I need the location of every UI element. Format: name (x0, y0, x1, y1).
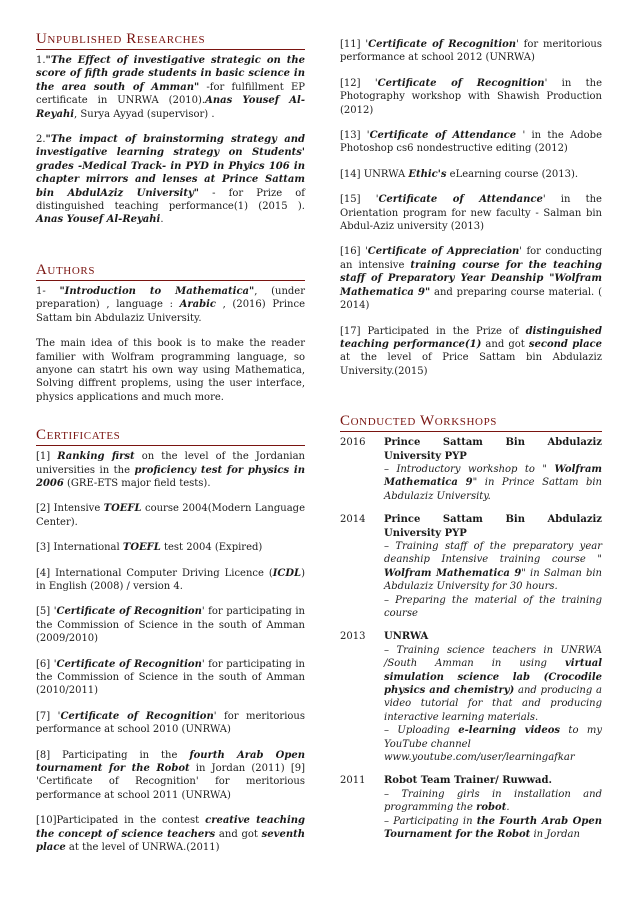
certificate-17 (340, 325, 602, 379)
workshop-item (340, 513, 602, 630)
cert-text: test 2004 (Expired) (160, 542, 263, 554)
cert-text: ' in the Adobe Photoshop cs6 nondestructive editing (2012) (340, 130, 602, 155)
workshop-line (384, 724, 602, 751)
cert-text: ' in the Photography workshop with Shawish Production (2012) (340, 77, 602, 116)
workshop-year: 2016 (340, 437, 366, 449)
cert-emph: distinguished teaching performance(1) (340, 325, 602, 350)
research-tail: , Surya Ayyad (supervisor) . (74, 108, 215, 120)
cert-text: ' for meritorious performance at school 2012 (UNRWA) (340, 39, 602, 64)
section-heading-authors: Authors (36, 261, 305, 281)
research-tail: . (160, 214, 164, 226)
cert-text: [2] Intensive (36, 503, 104, 515)
youtube-link[interactable]: www.youtube.com/user/learningafkar (384, 752, 575, 764)
cert-emph: ICDL (272, 567, 302, 579)
book-title: "Introduction to Mathematica" (59, 285, 255, 297)
research-author: Anas Yousef Al-Reyahi (36, 214, 161, 226)
certificate-16 (340, 245, 602, 312)
workshop-year: 2013 (340, 631, 366, 643)
certificate-5 (36, 605, 305, 645)
ws-emph: Wolfram Mathematica 9 (384, 567, 522, 579)
workshop-line (384, 463, 602, 503)
certificate-3 (36, 541, 305, 554)
cert-text: ' for conducting an intensive (340, 246, 602, 271)
cert-emph: Certificate of Recognition (368, 39, 517, 50)
spacer (340, 390, 602, 412)
cert-emph: Ranking first (57, 451, 135, 463)
cert-text: and got (215, 828, 262, 840)
workshop-year: 2011 (340, 775, 366, 787)
workshop-item (340, 774, 602, 851)
author-entry-1 (36, 285, 305, 325)
research-entry-2 (36, 133, 305, 227)
cert-text: [15] ' (340, 194, 379, 206)
entry-number: 2. (36, 134, 46, 146)
ws-emph: virtual simulation science lab (Crocodile physics and chemistry) (384, 658, 602, 697)
certificate-6 (36, 658, 305, 698)
cert-emph: seventh place (36, 828, 305, 854)
ws-text: – Training science teachers in UNRWA /South Amman in using (384, 644, 602, 670)
cert-text: [7] ' (36, 710, 61, 722)
cert-text: and got (481, 338, 529, 350)
cert-emph: Certificate of Attendance (369, 130, 517, 142)
ws-text: – Participating in (384, 815, 477, 827)
entry-number: 1- (36, 285, 60, 297)
cert-text: [13] ' (340, 130, 370, 142)
cert-emph: proficiency test for physics in 2006 (36, 464, 305, 489)
cert-text: eLearning course (2013). (446, 168, 579, 180)
certificate-2 (36, 502, 305, 529)
cert-emph: TOEFL (103, 503, 142, 515)
cert-emph: creative teaching the concept of science teachers (36, 815, 306, 840)
book-text: , (2016) Prince Sattam bin Abdulaziz University. (36, 299, 305, 324)
cert-text: ' in the Orientation program for new faculty - Salman bin Abdul-Aziz university (2013) (340, 194, 602, 233)
author-description: The main idea of this book is to make the reader familier with Wolfram programming language, so anyone can statrt his own way using Mathematica, Solving diffrent proplems, using the user interface, physics applications and much more. (36, 338, 305, 403)
cert-text: [14] UNRWA (340, 168, 409, 180)
ws-text: " in Salman bin Abdulaziz University for 30 hours. (384, 567, 602, 593)
workshop-body (384, 436, 602, 513)
cert-emph: Ethic's (408, 168, 447, 180)
cert-emph: Certificate of Recognition (56, 606, 202, 618)
section-heading-workshops: Conducted Workshops (340, 412, 602, 432)
cert-text: (GRE-ETS major field tests). (63, 477, 211, 489)
workshop-item (340, 630, 602, 774)
workshop-title: Robot Team Trainer/ Ruwwad. (384, 775, 552, 787)
certificate-4 (36, 567, 305, 594)
workshop-body (384, 513, 602, 630)
cert-text: [5] ' (36, 606, 57, 618)
entry-number: 1. (36, 55, 46, 66)
workshop-line (384, 540, 602, 594)
ws-text: – Uploading (384, 725, 459, 737)
cert-text: [3] International (36, 542, 123, 554)
cert-text: and preparing course material. ( 2014) (340, 286, 602, 312)
workshop-line (384, 644, 602, 724)
section-heading-certificates: Certificates (36, 426, 305, 446)
cert-text: [12] ' (340, 77, 378, 89)
cert-emph: Certificate of Recognition (60, 710, 214, 722)
ws-text: " in Prince Sattam bin Abdulaziz University. (384, 477, 602, 502)
research-title: "The impact of brainstorming strategy and investigative learning strategy on Students' grades -Medical Track- in PYD in Phyics 106 in chapter mirrors and lenses at Prince Sattam bin AbdulAziz University" (36, 134, 305, 199)
cert-text: [8] Participating in the (36, 749, 190, 761)
workshop-line: – Preparing the material of the training course (384, 594, 602, 619)
cert-emph: training course for the teaching staff of Preparatory Year Deanship "Wolfram Mathematica 9" (340, 259, 602, 298)
certificate-12 (340, 77, 602, 117)
cert-emph: second place (528, 338, 603, 350)
certificate-10 (36, 814, 305, 854)
workshop-list (340, 436, 602, 851)
certificate-11 (340, 38, 602, 65)
certificate-15 (340, 193, 602, 233)
research-text: - for Prize of distinguished teaching performance(1) (2015 ). (36, 187, 305, 213)
cert-text: course 2004(Modern Language Center). (36, 503, 306, 528)
workshop-title: Prince Sattam Bin Abdulaziz University PYP (384, 514, 602, 539)
cert-text: ' for participating in the Commission of Science in the south of Amman (2009/2010) (36, 606, 305, 645)
workshop-title: UNRWA (384, 631, 429, 643)
cert-text: on the level of the Jordanian universities in the (36, 451, 305, 476)
cert-text: at the level of Price Sattam bin Abdulaziz University.(2015) (340, 352, 602, 377)
workshop-item (340, 436, 602, 513)
certificate-8 (36, 749, 305, 803)
research-text: -for fulfillment EP certificate in UNRWA (2010). (36, 81, 305, 107)
book-text: , (under preparation) , language : (36, 285, 305, 311)
spacer (36, 239, 305, 261)
book-language: Arabic (179, 299, 216, 311)
cert-text: ' for participating in the Commission of Science in the south of Amman (2010/2011) (36, 658, 305, 697)
ws-text: – Introductory workshop to " (384, 463, 555, 475)
cert-text: [1] (36, 451, 58, 463)
cert-emph: Certificate of Appreciation (367, 246, 520, 258)
cert-text: [10]Participated in the contest (36, 815, 206, 827)
ws-emph: robot (476, 802, 507, 814)
certificate-14 (340, 168, 602, 181)
ws-text: – Training girls in installation and programming the (384, 788, 602, 814)
cert-emph: Certificate of Attendance (378, 194, 543, 206)
ws-emph: e-learning videos (458, 725, 561, 737)
cert-text: in Jordan (2011) [9] 'Certificate of Recognition' for meritorious performance at school 2011 (UNRWA) (36, 763, 305, 801)
spacer (36, 416, 305, 426)
ws-emph: the Fourth Arab Open Tournament for the Robot (384, 815, 603, 841)
right-column (340, 38, 602, 852)
cert-text: [16] ' (340, 246, 368, 258)
research-author: Anas Yousef Al-Reyahi (36, 95, 305, 120)
cert-text: ) in English (2008) / version 4. (36, 567, 305, 592)
workshop-title: Prince Sattam Bin Abdulaziz University PYP (384, 437, 602, 462)
cert-text: [6] ' (36, 658, 57, 670)
workshop-body (384, 630, 602, 774)
certificate-1 (36, 450, 305, 490)
certificate-13 (340, 129, 602, 156)
workshop-year: 2014 (340, 514, 366, 526)
cert-emph: Certificate of Recognition (377, 77, 545, 89)
cert-text: [11] ' (340, 39, 369, 50)
certificate-7 (36, 710, 305, 737)
ws-text: . (506, 802, 510, 814)
cert-text: [17] Participated in the Prize of (340, 325, 526, 337)
ws-emph: Wolfram Mathematica 9 (384, 463, 602, 489)
research-title: "The Effect of investigative strategic on the score of fifth grade students in basic science in the area south of Amman" (36, 55, 305, 93)
research-entry-1 (36, 54, 305, 121)
cert-emph: Certificate of Recognition (56, 658, 202, 670)
left-column (36, 30, 305, 866)
workshop-line (384, 815, 602, 842)
cert-text: [4] International Computer Driving Licence ( (36, 567, 273, 579)
cert-text: ' for meritorious performance at school 2010 (UNRWA) (36, 710, 306, 736)
cert-emph: fourth Arab Open tournament for the Robot (36, 749, 306, 775)
ws-text: and producing a video tutorial for that and producing interactive learning materials. (384, 685, 602, 723)
ws-text: – Training staff of the preparatory year deanship Intensive training course " (384, 540, 602, 566)
cert-emph: TOEFL (122, 542, 161, 554)
workshop-line (384, 788, 602, 815)
cert-text: at the level of UNRWA.(2011) (65, 842, 220, 854)
workshop-body (384, 774, 602, 851)
section-heading-unpublished: Unpublished Researches (36, 30, 305, 50)
ws-text: in Jordan (530, 829, 580, 841)
ws-text: to my YouTube channel (384, 725, 603, 750)
